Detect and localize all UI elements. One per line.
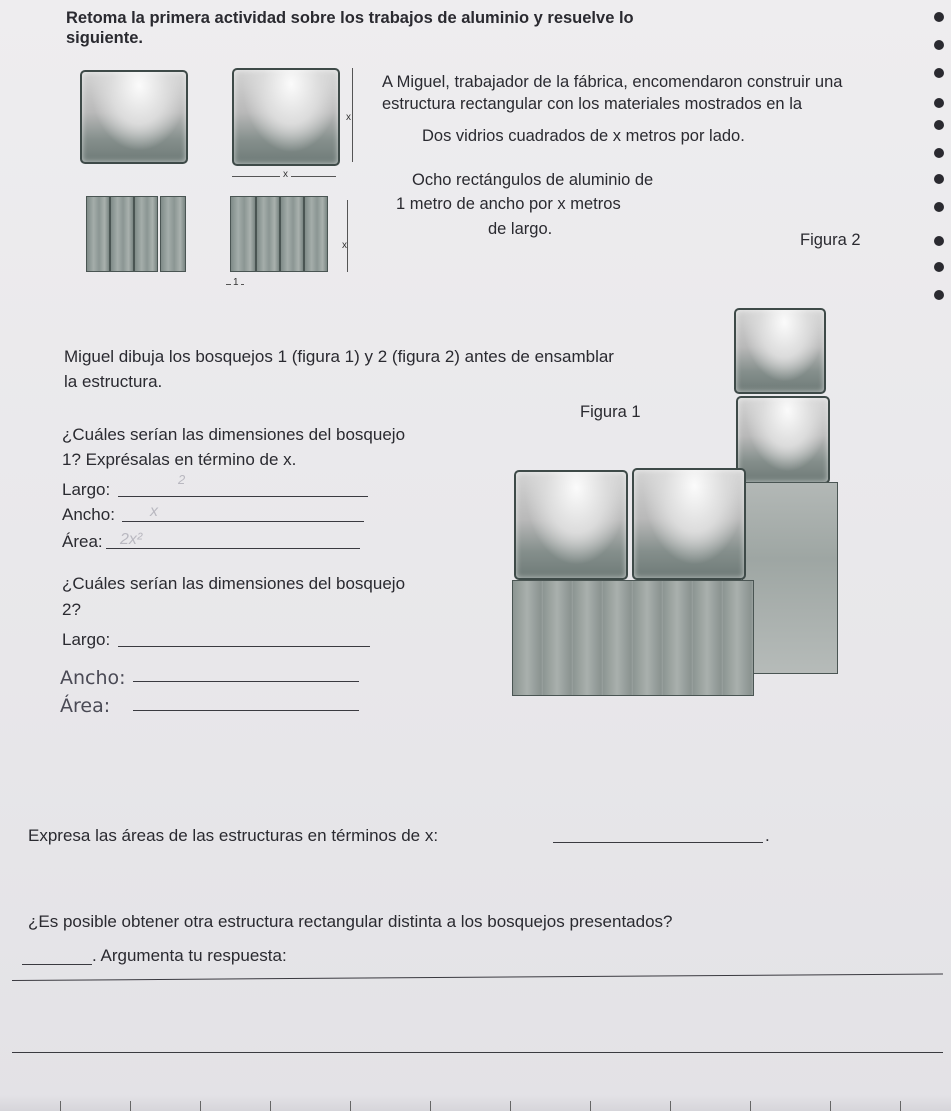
binder-hole: [934, 68, 944, 78]
q2-largo-label: Largo:: [62, 630, 111, 649]
q4-text: ¿Es posible obtener otra estructura rectangular distinta a los bosquejos presentados?: [28, 912, 673, 931]
edge-tick: [510, 1101, 511, 1111]
q1-ancho-label: Ancho:: [62, 505, 115, 524]
q1-line-2: 1? Exprésalas en término de x.: [62, 450, 297, 469]
sketch-description-line-2: la estructura.: [64, 372, 163, 391]
q2-line-1: ¿Cuáles serían las dimensiones del bosquejo: [62, 574, 406, 593]
q3-answer-field[interactable]: [553, 842, 763, 843]
binder-hole: [934, 290, 944, 300]
q3-text: Expresa las áreas de las estructuras en términos de x:: [28, 826, 439, 845]
q1-largo-label: Largo:: [62, 480, 111, 499]
q4-yes-no-field[interactable]: [22, 964, 92, 965]
q2-area-label: Área:: [60, 695, 111, 717]
strips-description-line-2: 1 metro de ancho por x metros: [396, 195, 621, 213]
instruction-line-1: Retoma la primera actividad sobre los trabajos de aluminio y resuelve lo: [66, 9, 634, 27]
q2-line-2: 2?: [62, 600, 81, 619]
binder-hole: [934, 148, 944, 158]
aluminum-strip: [230, 196, 256, 272]
aluminum-strip: [86, 196, 110, 272]
q2-largo-field[interactable]: [118, 646, 370, 647]
edge-tick: [750, 1101, 751, 1111]
binder-hole: [934, 120, 944, 130]
aluminum-strip: [256, 196, 280, 272]
intro-line-2: estructura rectangular con los materiales mostrados en la: [382, 95, 803, 113]
figure-1-aluminum-block: [742, 482, 838, 674]
edge-tick: [430, 1101, 431, 1111]
binder-hole: [934, 174, 944, 184]
edge-tick: [830, 1101, 831, 1111]
edge-tick: [670, 1101, 671, 1111]
glass-height-label: x: [346, 112, 351, 123]
q1-largo-answer: 2: [178, 472, 186, 487]
aluminum-strip: [280, 196, 304, 272]
q2-area-field[interactable]: [133, 710, 359, 711]
binder-hole: [934, 202, 944, 212]
glass-width-label: x: [280, 169, 291, 180]
figure-1-label: Figura 1: [580, 403, 641, 421]
q4-argument-prompt: . Argumenta tu respuesta:: [92, 946, 287, 965]
q1-line-1: ¿Cuáles serían las dimensiones del bosquejo: [62, 425, 406, 444]
q2-ancho-label: Ancho:: [60, 667, 126, 689]
glass-height-line: [352, 68, 353, 162]
figure-1-glass-top: [734, 308, 826, 394]
glass-square-1: [80, 70, 188, 164]
q1-ancho-answer: x: [150, 503, 158, 520]
intro-line-1: A Miguel, trabajador de la fábrica, encomendaron construir una: [382, 73, 843, 91]
binder-hole: [934, 12, 944, 22]
edge-tick: [590, 1101, 591, 1111]
argument-line-2[interactable]: [12, 1052, 943, 1053]
edge-tick: [60, 1101, 61, 1111]
figure-2-label: Figura 2: [800, 231, 861, 249]
aluminum-strip: [304, 196, 328, 272]
q1-largo-field[interactable]: [118, 496, 368, 497]
strip-height-line: [347, 200, 348, 272]
binder-hole: [934, 262, 944, 272]
strip-width-label: 1: [233, 277, 239, 288]
figure-2-glass-right: [632, 468, 746, 580]
glass-description: Dos vidrios cuadrados de x metros por lado.: [422, 127, 745, 145]
aluminum-strip: [110, 196, 134, 272]
q1-ancho-field[interactable]: [122, 521, 364, 522]
strip-height-label: x: [342, 240, 347, 251]
strips-description-line-1: Ocho rectángulos de aluminio de: [412, 171, 654, 189]
page-bottom-edge: [0, 1095, 951, 1111]
figure-2-glass-left: [514, 470, 628, 580]
q1-area-field[interactable]: [106, 548, 360, 549]
glass-square-2: [232, 68, 340, 166]
binder-hole: [934, 236, 944, 246]
edge-tick: [200, 1101, 201, 1111]
edge-tick: [900, 1101, 901, 1111]
figure-1-glass-bottom: [736, 396, 830, 484]
aluminum-strip: [160, 196, 186, 272]
strips-description-line-3: de largo.: [488, 220, 553, 238]
binder-hole: [934, 98, 944, 108]
figure-2-aluminum-block: [512, 580, 754, 696]
edge-tick: [270, 1101, 271, 1111]
q1-area-label: Área:: [62, 532, 103, 551]
binder-hole: [934, 40, 944, 50]
q1-area-answer: 2x²: [120, 531, 143, 548]
edge-tick: [130, 1101, 131, 1111]
q3-period: .: [765, 826, 770, 845]
instruction-line-2: siguiente.: [66, 29, 144, 47]
q2-ancho-field[interactable]: [133, 681, 359, 682]
edge-tick: [350, 1101, 351, 1111]
aluminum-strip: [134, 196, 158, 272]
sketch-description-line-1: Miguel dibuja los bosquejos 1 (figura 1) y 2 (figura 2) antes de ensamblar: [64, 347, 614, 366]
